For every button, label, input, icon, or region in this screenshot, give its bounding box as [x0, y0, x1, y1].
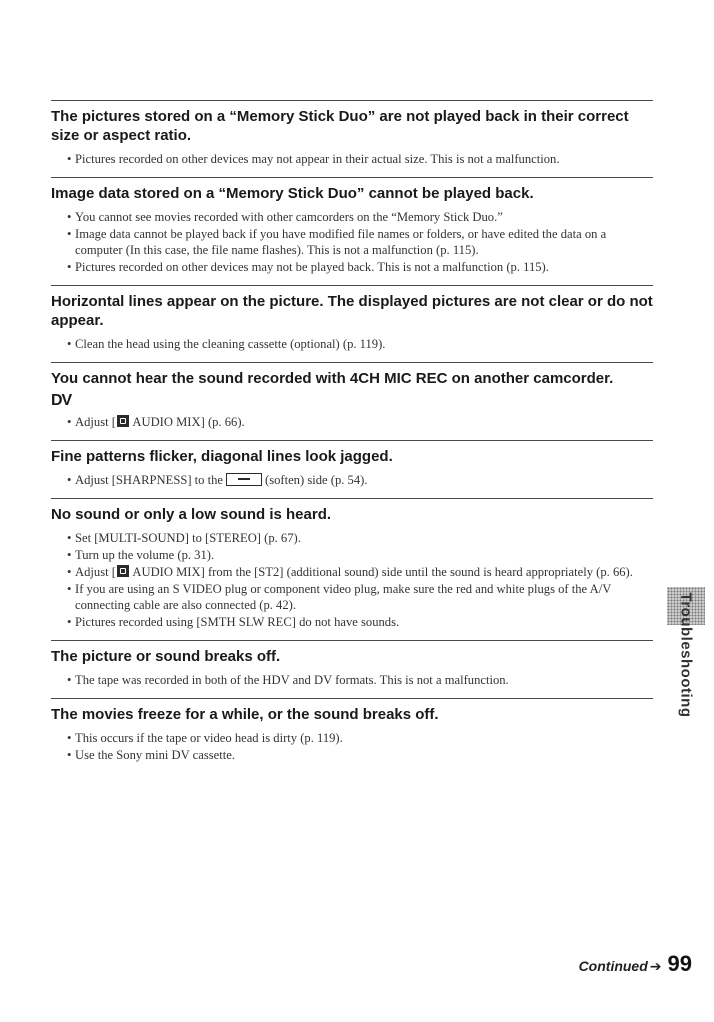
section-4ch-mic [51, 362, 653, 430]
section-no-sound [51, 498, 653, 630]
list-item: • Turn up the volume (p. 31). [75, 547, 653, 563]
page-number: 99 [667, 951, 692, 976]
list-item [75, 564, 653, 580]
list-item: • You cannot see movies recorded with other camcorders on the “Memory Stick Duo.” [75, 209, 653, 225]
chapter-tab [670, 592, 702, 718]
list-item: • The tape was recorded in both of the HDV and DV formats. This is not a malfunction. [75, 672, 653, 688]
audio-setup-icon [117, 565, 129, 577]
continued-label: Continued [578, 958, 648, 974]
item-text: Adjust [ [75, 565, 116, 579]
section-heading: Image data stored on a “Memory Stick Duo” cannot be played back. [51, 185, 534, 202]
bullet-list [51, 730, 653, 763]
list-item: • This occurs if the tape or video head is dirty (p. 119). [75, 730, 653, 746]
list-item: • Set [MULTI-SOUND] to [STEREO] (p. 67). [75, 530, 653, 546]
section-movies-freeze [51, 698, 653, 763]
chapter-tab-label: Troubleshooting [677, 592, 695, 718]
list-item: • Image data cannot be played back if you have modified file names or folders, or have edited the data on a computer (In this case, the file name flashes). This is not a malfunction (p. 115). [75, 226, 653, 258]
right-arrow-icon: ➔ [649, 959, 662, 975]
dv-format-mark: DV [51, 392, 72, 409]
list-item: • If you are using an S VIDEO plug or component video plug, make sure the red and white plugs of the A/V connecting cable are also connected (p. 42). [75, 581, 653, 613]
item-text: (soften) side (p. 54). [265, 473, 368, 487]
section-fine-patterns [51, 440, 653, 488]
section-heading: Horizontal lines appear on the picture. The displayed pictures are not clear or do not appear. [51, 293, 653, 329]
section-heading: You cannot hear the sound recorded with 4CH MIC REC on another camcorder. [51, 370, 614, 387]
section-horizontal-lines [51, 285, 653, 352]
soften-icon [226, 473, 262, 486]
bullet-list [51, 530, 653, 630]
section-heading: No sound or only a low sound is heard. [51, 506, 332, 523]
page-content [51, 100, 653, 773]
item-text: AUDIO MIX] (p. 66). [129, 415, 245, 429]
bullet-list [51, 209, 653, 275]
item-text: AUDIO MIX] from the [ST2] (additional sound) side until the sound is heard appropriately (p. 66). [129, 565, 633, 579]
list-item: • Pictures recorded using [SMTH SLW REC] do not have sounds. [75, 614, 653, 630]
item-text: Adjust [ [75, 415, 116, 429]
list-item: • Use the Sony mini DV cassette. [75, 747, 653, 763]
section-heading: The pictures stored on a “Memory Stick Duo” are not played back in their correct size or aspect ratio. [51, 108, 629, 144]
section-size-aspect [51, 100, 653, 167]
list-item: • Clean the head using the cleaning cassette (optional) (p. 119). [75, 336, 653, 352]
list-item: • Pictures recorded on other devices may not appear in their actual size. This is not a malfunction. [75, 151, 653, 167]
page-footer [579, 951, 692, 977]
bullet-list [51, 672, 653, 688]
section-heading: The picture or sound breaks off. [51, 648, 281, 665]
section-breaks-off [51, 640, 653, 688]
bullet-list [51, 414, 653, 430]
list-item: • Pictures recorded on other devices may not be played back. This is not a malfunction (p. 115). [75, 259, 653, 275]
item-text: Adjust [SHARPNESS] to the [75, 473, 223, 487]
bullet-list [51, 336, 653, 352]
audio-setup-icon [117, 415, 129, 427]
bullet-list [51, 151, 653, 167]
section-heading: The movies freeze for a while, or the sound breaks off. [51, 706, 439, 723]
section-cannot-play [51, 177, 653, 275]
section-heading: Fine patterns flicker, diagonal lines look jagged. [51, 448, 393, 465]
list-item [75, 472, 653, 488]
list-item [75, 414, 653, 430]
bullet-list [51, 472, 653, 488]
